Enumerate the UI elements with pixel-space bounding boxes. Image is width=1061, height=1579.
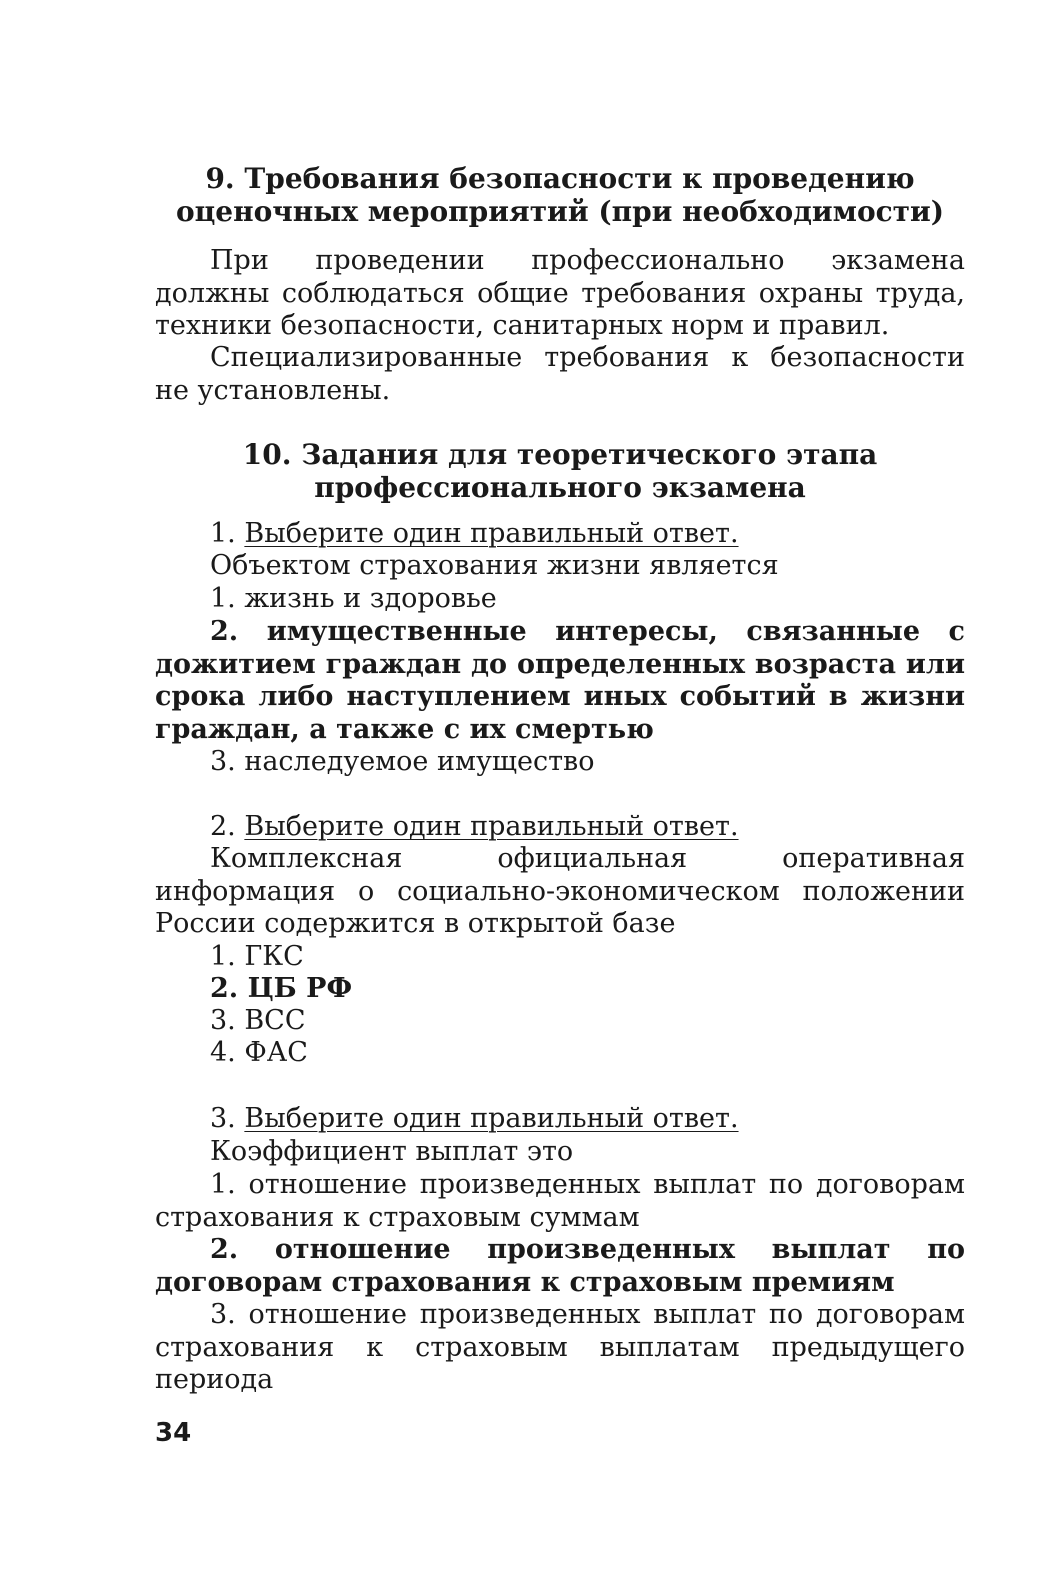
question-2-option-1: 1. ГКС	[210, 941, 304, 972]
question-3-instruction-text: Выберите один правильный ответ.	[244, 1103, 739, 1134]
question-1-number: 1.	[210, 518, 236, 549]
question-1-instruction	[210, 518, 970, 551]
question-3-option-1: 1. отношение произведенных выплат по договорам страхования к страховым суммам	[155, 1169, 965, 1233]
question-2-option-3: 3. ВСС	[210, 1005, 306, 1036]
question-1-option-3: 3. наследуемое имущество	[210, 746, 595, 777]
section-9-paragraph-2: Специализированные требования к безопасности не установлены.	[155, 342, 965, 406]
question-2-stem: Комплексная официальная оперативная информация о социально-экономическом положении России содержится в открытой базе	[155, 843, 965, 939]
question-3-option-2: 2. отношение произведенных выплат по договорам страхования к страховым премиям	[155, 1234, 965, 1298]
section-10-heading: 10. Задания для теоретического этапа профессионального экзамена	[242, 438, 878, 504]
question-1-stem: Объектом страхования жизни является	[210, 550, 779, 581]
question-3-stem: Коэффициент выплат это	[210, 1136, 574, 1167]
question-3-instruction	[210, 1103, 970, 1136]
question-1-option-1: 1. жизнь и здоровье	[210, 583, 497, 614]
question-2-instruction	[210, 811, 970, 844]
section-9-heading: 9. Требования безопасности к проведению оценочных мероприятий (при необходимости)	[175, 162, 945, 228]
page-number: 34	[155, 1418, 192, 1448]
question-2-number: 2.	[210, 811, 236, 842]
question-2-option-4: 4. ФАС	[210, 1037, 308, 1068]
section-9-paragraph-1: При проведении профессионально экзамена должны соблюдаться общие требования охраны труда, техники безопасности, санитарных норм и правил.	[155, 245, 965, 341]
question-1-instruction-text: Выберите один правильный ответ.	[244, 518, 739, 549]
question-3-number: 3.	[210, 1103, 236, 1134]
question-1-option-2: 2. имущественные интересы, связанные с дожитием граждан до определенных возраста или срока либо наступлением иных событий в жизни граждан, а также с их смертью	[155, 616, 965, 745]
question-2-option-2: 2. ЦБ РФ	[210, 973, 353, 1004]
question-2-instruction-text: Выберите один правильный ответ.	[244, 811, 739, 842]
question-3-option-3: 3. отношение произведенных выплат по договорам страхования к страховым выплатам предыдущего периода	[155, 1299, 965, 1395]
